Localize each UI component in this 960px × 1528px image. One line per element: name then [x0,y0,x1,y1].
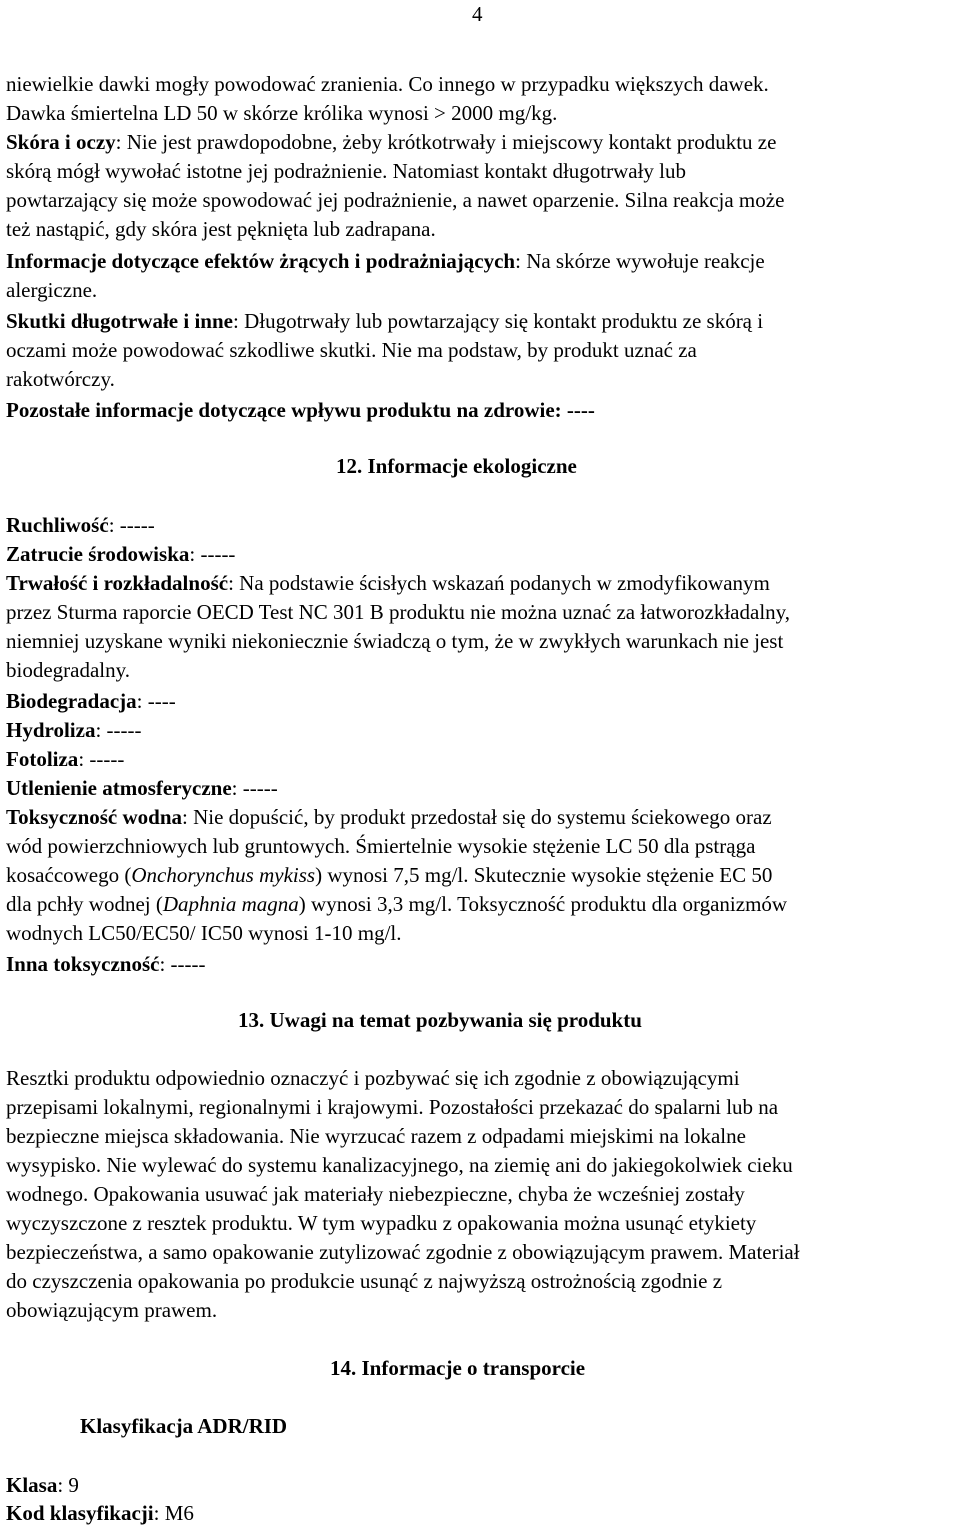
class-value: : 9 [57,1473,79,1497]
disposal-line-9: obowiązującym prawem. [6,1298,218,1322]
other-toxicity-label: Inna toksyczność [6,952,160,976]
aquatic-l3-a: kosaćcowego ( [6,863,132,887]
skin-eyes-text: : Nie jest prawdopodobne, żeby krótkotrwały i miejscowy kontakt produktu ze [115,130,777,154]
class-label: Klasa [6,1473,58,1497]
disposal-line-6: wyczyszczone z resztek produktu. W tym wypadku z opakowania można usunąć etykiety [6,1211,757,1235]
pollution-label: Zatrucie środowiska [6,542,190,566]
page-number: 4 [472,2,483,26]
health-skin-eyes-line [6,128,776,157]
biodeg-value: : ---- [136,689,176,713]
other-toxicity-value: : ----- [159,952,206,976]
photolysis-line [6,745,124,774]
longterm-text: : Długotrwały lub powtarzający się kontakt produktu ze skórą i [232,309,764,333]
classification-code-label: Kod klasyfikacji [6,1501,154,1525]
pollution-value: : ----- [189,542,236,566]
skin-eyes-label: Skóra i oczy [6,130,116,154]
aquatic-label: Toksyczność wodna [6,805,183,829]
species-daphnia: Daphnia magna [162,892,299,916]
hydrolysis-line [6,716,142,745]
oxidation-value: : ----- [231,776,278,800]
aquatic-line-3 [6,861,772,890]
oxidation-line [6,774,278,803]
mobility-line [6,511,155,540]
disposal-line-8: do czyszczenia opakowania po produkcie usunąć z najwyższą ostrożnością zgodnie z [6,1269,723,1293]
aquatic-line-1 [6,803,772,832]
persistence-label: Trwałość i rozkładalność [6,571,229,595]
hydrolysis-label: Hydroliza [6,718,96,742]
biodeg-label: Biodegradacja [6,689,137,713]
disposal-line-2: przepisami lokalnymi, regionalnymi i krajowymi. Pozostałości przekazać do spalarni lub na [6,1095,779,1119]
health-line-11: rakotwórczy. [6,367,115,391]
persistence-line-1 [6,569,770,598]
other-toxicity-line [6,950,206,979]
health-other-info: Pozostałe informacje dotyczące wpływu produktu na zdrowie: ---- [6,398,595,422]
section-12-heading: 12. Informacje ekologiczne [336,454,577,478]
corrosive-label: Informacje dotyczące efektów żrących i podrażniających [6,249,516,273]
photolysis-value: : ----- [78,747,125,771]
classification-code-line [6,1499,194,1528]
classification-code-value: : M6 [153,1501,194,1525]
species-trout: Onchorynchus mykiss [131,863,316,887]
aquatic-line-4 [6,890,787,919]
mobility-label: Ruchliwość [6,513,109,537]
aquatic-l3-b: ) wynosi 7,5 mg/l. Skutecznie wysokie stężenie EC 50 [315,863,773,887]
health-line-8: alergiczne. [6,278,98,302]
disposal-line-4: wysypisko. Nie wylewać do systemu kanalizacyjnego, na ziemię ani do jakiegokolwiek cieku [6,1153,793,1177]
aquatic-text: : Nie dopuścić, by produkt przedostał się do systemu ściekowego oraz [182,805,772,829]
aquatic-line-5: wodnych LC50/EC50/ IC50 wynosi 1-10 mg/l. [6,921,402,945]
disposal-line-1: Resztki produktu odpowiednio oznaczyć i pozbywać się ich zgodnie z obowiązującymi [6,1066,740,1090]
mobility-value: : ----- [108,513,155,537]
health-longterm-line [6,307,763,336]
health-line-2: Dawka śmiertelna LD 50 w skórze królika wynosi > 2000 mg/kg. [6,101,558,125]
health-line-1: niewielkie dawki mogły powodować zranienia. Co innego w przypadku większych dawek. [6,72,769,96]
oxidation-label: Utlenienie atmosferyczne [6,776,232,800]
section-13-heading: 13. Uwagi na temat pozbywania się produktu [238,1008,642,1032]
photolysis-label: Fotoliza [6,747,79,771]
disposal-line-3: bezpieczne miejsca składowania. Nie wyrzucać razem z odpadami miejskimi na lokalne [6,1124,746,1148]
aquatic-l4-a: dla pchły wodnej ( [6,892,163,916]
persistence-line-4: biodegradalny. [6,658,131,682]
health-line-6: też nastąpić, gdy skóra jest pęknięta lub zadrapana. [6,217,436,241]
persistence-line-3: niemniej uzyskane wyniki niekoniecznie świadczą o tym, że w zwykłych warunkach nie jest [6,629,784,653]
health-line-5: powtarzający się może spowodować jej podrażnienie, a nawet oparzenie. Silna reakcja może [6,188,785,212]
biodeg-line [6,687,176,716]
class-line [6,1471,79,1500]
health-corrosive-line [6,247,765,276]
section-14-heading: 14. Informacje o transporcie [330,1356,586,1380]
health-line-4: skórą mógł wywołać istotne jej podrażnienie. Natomiast kontakt długotrwały lub [6,159,687,183]
health-line-10: oczami może powodować szkodliwe skutki. Nie ma podstaw, by produkt uznać za [6,338,697,362]
aquatic-line-2: wód powierzchniowych lub gruntowych. Śmiertelnie wysokie stężenie LC 50 dla pstrąga [6,834,756,858]
longterm-label: Skutki długotrwałe i inne [6,309,233,333]
corrosive-text: : Na skórze wywołuje reakcje [515,249,765,273]
hydrolysis-value: : ----- [95,718,142,742]
disposal-line-5: wodnego. Opakowania usuwać jak materiały niebezpieczne, chyba że wcześniej zostały [6,1182,745,1206]
pollution-line [6,540,235,569]
disposal-line-7: bezpieczeństwa, a samo opakowanie zutylizować zgodnie z obowiązującym prawem. Materiał [6,1240,800,1264]
persistence-line-2: przez Sturma raporcie OECD Test NC 301 B produktu nie można uznać za łatworozkładalny, [6,600,791,624]
persistence-text: : Na podstawie ścisłych wskazań podanych w zmodyfikowanym [228,571,770,595]
aquatic-l4-b: ) wynosi 3,3 mg/l. Toksyczność produktu dla organizmów [298,892,788,916]
adr-rid-heading: Klasyfikacja ADR/RID [80,1414,288,1438]
